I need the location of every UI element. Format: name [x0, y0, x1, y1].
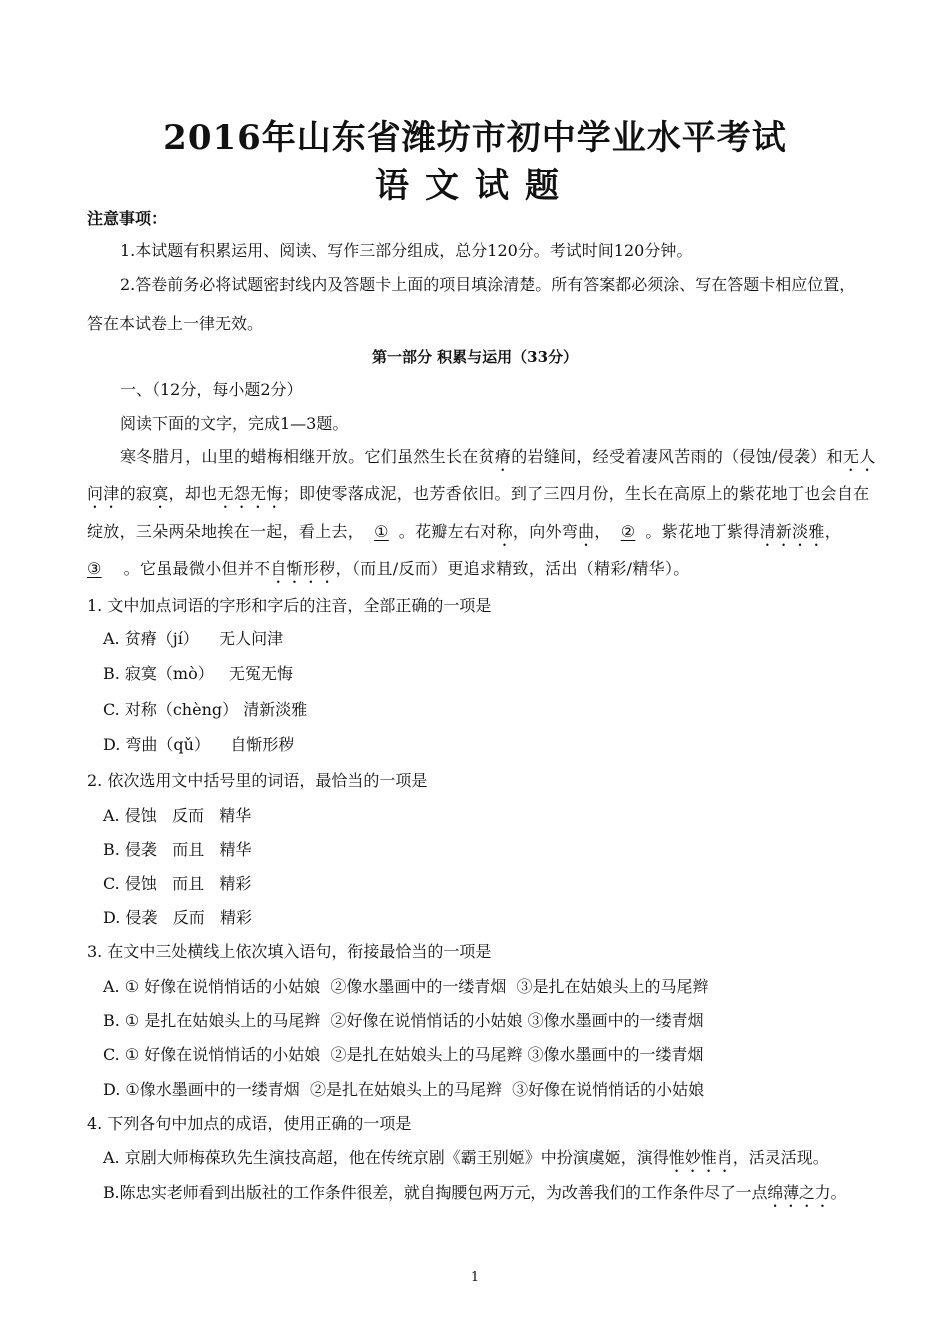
blank-1: ①: [374, 522, 389, 541]
option-text: A. 京剧大师梅葆玖先生演技高超，他在传统京剧《霸王别姬》中扮演虞姬，演得: [103, 1148, 669, 1167]
section-1-heading: 一、（12分，每小题2分）: [120, 380, 303, 399]
question-2-option-a[interactable]: A. 侵蚀 反而 精华: [103, 806, 252, 825]
dotted-word: 惟妙惟肖: [668, 1148, 733, 1167]
question-3-stem: 3. 在文中三处横线上依次填入语句，衔接最恰当的一项是: [87, 942, 492, 961]
passage-text: 。紫花地丁紫得: [645, 522, 760, 541]
question-1-option-b[interactable]: B. 寂寞（mò） 无冤无悔: [103, 664, 293, 683]
blank-3: ③: [87, 559, 102, 578]
exam-title: 2016年山东省潍坊市初中学业水平考试: [163, 118, 787, 158]
question-4-option-b[interactable]: [103, 1183, 846, 1211]
dotted-word: 问津: [87, 484, 120, 503]
part1-title: 第一部分 积累与运用（33分）: [371, 348, 579, 366]
question-1-option-a[interactable]: A. 贫瘠（jí） 无人问津: [103, 629, 284, 648]
question-1-option-c[interactable]: C. 对称（chèng） 清新淡雅: [103, 700, 308, 719]
notice-heading: 注意事项：: [87, 209, 168, 228]
passage-text: ；即使零落成泥，也芳香依旧。到了三四月份，生长在高原上的紫花地丁也会自在: [282, 484, 870, 503]
question-3-option-d[interactable]: D. ①像水墨画中的一缕青烟 ②是扎在姑娘头上的马尾辫 ③好像在说悄悄话的小姑娘: [103, 1080, 705, 1099]
question-4-stem: 4. 下列各句中加点的成语，使用正确的一项是: [87, 1114, 412, 1133]
dotted-word: 称: [496, 522, 513, 541]
passage-text: ，（而且/反而）更追求精致，活出（精彩/精华）。: [335, 559, 690, 578]
notice-item-2-cont: 答在本试卷上一律无效。: [87, 314, 264, 333]
passage-text: 寒冬腊月，山里的蜡梅相继开放。它们虽然生长在贫: [120, 447, 495, 466]
question-3-option-c[interactable]: C. ① 好像在说悄悄话的小姑娘 ②是扎在姑娘头上的马尾辫 ③像水墨画中的一缕青烟: [103, 1045, 704, 1064]
passage-text: 绽放，三朵两朵地挨在一起，看上去，: [87, 522, 365, 541]
blank-2: ②: [620, 522, 636, 541]
passage-text: ，向外弯: [512, 522, 579, 541]
passage-text: ，: [824, 522, 841, 541]
passage-text: ，却也: [168, 484, 218, 503]
passage-line-1: [120, 447, 876, 475]
dotted-word: 无怨无悔: [217, 484, 283, 503]
question-2-option-b[interactable]: B. 侵袭 而且 精华: [103, 840, 252, 859]
dotted-word: 清新淡雅: [759, 522, 825, 541]
dotted-word: 瘠: [494, 447, 512, 466]
page-number: 1: [470, 1270, 480, 1285]
notice-item-1: 1.本试题有积累运用、阅读、写作三部分组成，总分120分。考试时间120分钟。: [120, 241, 693, 260]
option-text: B.陈忠实老师看到出版社的工作条件很差，就自掏腰包两万元，为改善我们的工作条件尽了一点: [103, 1183, 768, 1202]
passage-line-2: [87, 484, 869, 512]
passage-text: 的寂: [119, 484, 153, 503]
question-3-option-b[interactable]: B. ① 是扎在姑娘头上的马尾辫 ②好像在说悄悄话的小姑娘 ③像水墨画中的一缕青烟: [103, 1011, 704, 1030]
option-text: ，活灵活现。: [732, 1148, 829, 1167]
dotted-word: 寞: [152, 484, 169, 503]
passage-line-3: [87, 522, 841, 550]
dotted-word: 自惭形秽: [270, 559, 336, 578]
question-3-option-a[interactable]: A. ① 好像在说悄悄话的小姑娘 ②像水墨画中的一缕青烟 ③是扎在姑娘头上的马尾辫: [103, 977, 709, 996]
passage-text: 。花瓣左右对: [398, 522, 497, 541]
question-2-option-d[interactable]: D. 侵袭 反而 精彩: [103, 908, 252, 927]
passage-line-4: [87, 559, 690, 587]
option-text: 。: [830, 1183, 847, 1202]
question-1-stem: 1. 文中加点词语的字形和字后的注音，全部正确的一项是: [87, 596, 492, 615]
question-2-stem: 2. 依次选用文中括号里的词语，最恰当的一项是: [87, 771, 428, 790]
notice-item-2: 2.答卷前务必将试题密封线内及答题卡上面的项目填涂清楚。所有答案都必须涂、写在答题卡相应位置，: [120, 275, 856, 294]
passage-text: ，: [594, 522, 611, 541]
dotted-word: 绵薄之力: [767, 1183, 831, 1202]
dotted-word: 曲: [578, 522, 595, 541]
exam-subtitle: 语文试题: [375, 166, 575, 206]
dotted-word: 无人: [842, 447, 876, 466]
question-2-option-c[interactable]: C. 侵蚀 而且 精彩: [103, 874, 252, 893]
question-1-option-d[interactable]: D. 弯曲（qǔ） 自惭形秽: [103, 735, 295, 754]
passage-text: 。它虽最微小但并不: [123, 559, 271, 578]
passage-instruction: 阅读下面的文字，完成1—3题。: [120, 414, 349, 433]
question-4-option-a[interactable]: [103, 1148, 829, 1176]
passage-text: 的岩缝间，经受着凄风苦雨的（侵蚀/侵袭）和: [511, 447, 843, 466]
